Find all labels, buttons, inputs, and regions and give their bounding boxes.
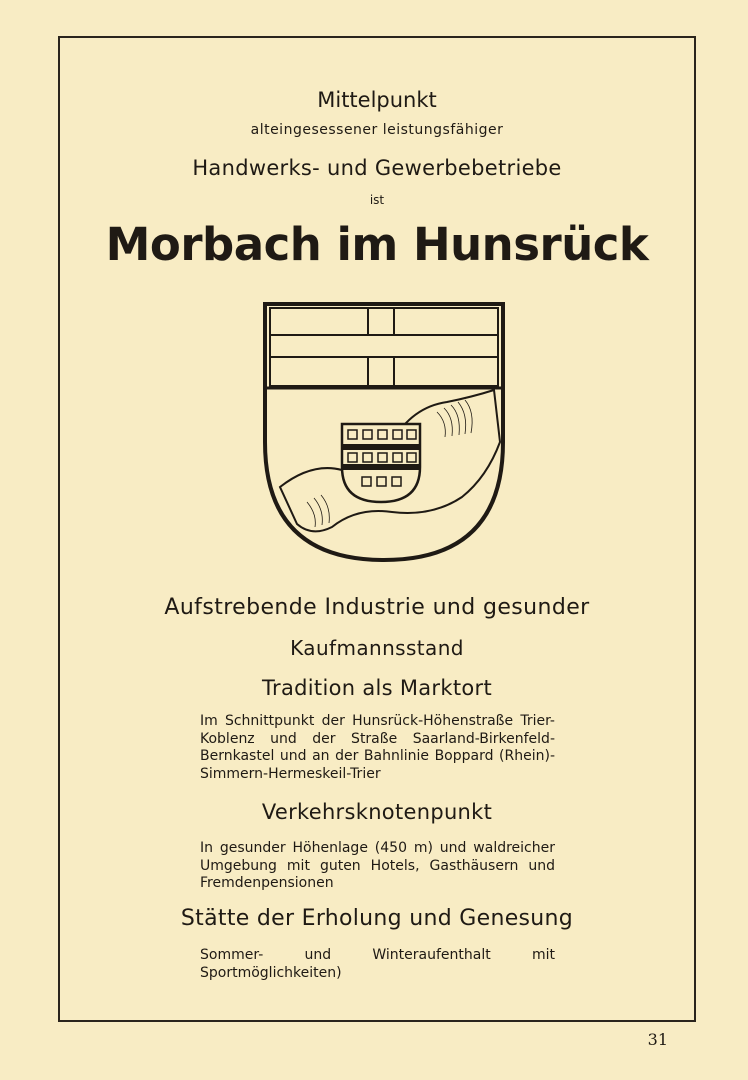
coat-of-arms-icon <box>262 302 506 564</box>
paragraph-climate: In gesunder Höhenlage (450 m) und waldreicher Umgebung mit guten Hotels, Gasthäusern und Fremdenpensionen <box>200 840 555 891</box>
page-number: 31 <box>647 1030 668 1049</box>
paragraph-season: Sommer- und Winteraufenthalt mit Sportmöglichkeiten) <box>200 947 555 981</box>
header-line-alteingesessener: alteingesessener leistungsfähiger <box>250 122 504 138</box>
header-line-handwerks: Handwerks- und Gewerbebetriebe <box>192 156 562 180</box>
heading-industry: Aufstrebende Industrie und gesunder <box>164 595 590 620</box>
heading-recreation: Stätte der Erholung und Genesung <box>180 906 574 931</box>
paragraph-location: Im Schnittpunkt der Hunsrück-Höhenstraße Trier-Koblenz und der Straße Saarland-Birkenfeld-Bernkastel und an der Bahnlinie Boppard (Rhein)-Simmern-Hermeskeil-Trier <box>200 713 555 782</box>
heading-tradition: Tradition als Marktort <box>262 676 492 700</box>
header-line-mittelpunkt: Mittelpunkt <box>317 88 437 112</box>
heading-traffic-hub: Verkehrsknotenpunkt <box>261 800 493 824</box>
heading-kaufmannsstand: Kaufmannsstand <box>290 636 464 660</box>
header-line-ist: ist <box>369 193 385 207</box>
page-title: Morbach im Hunsrück <box>105 218 649 271</box>
